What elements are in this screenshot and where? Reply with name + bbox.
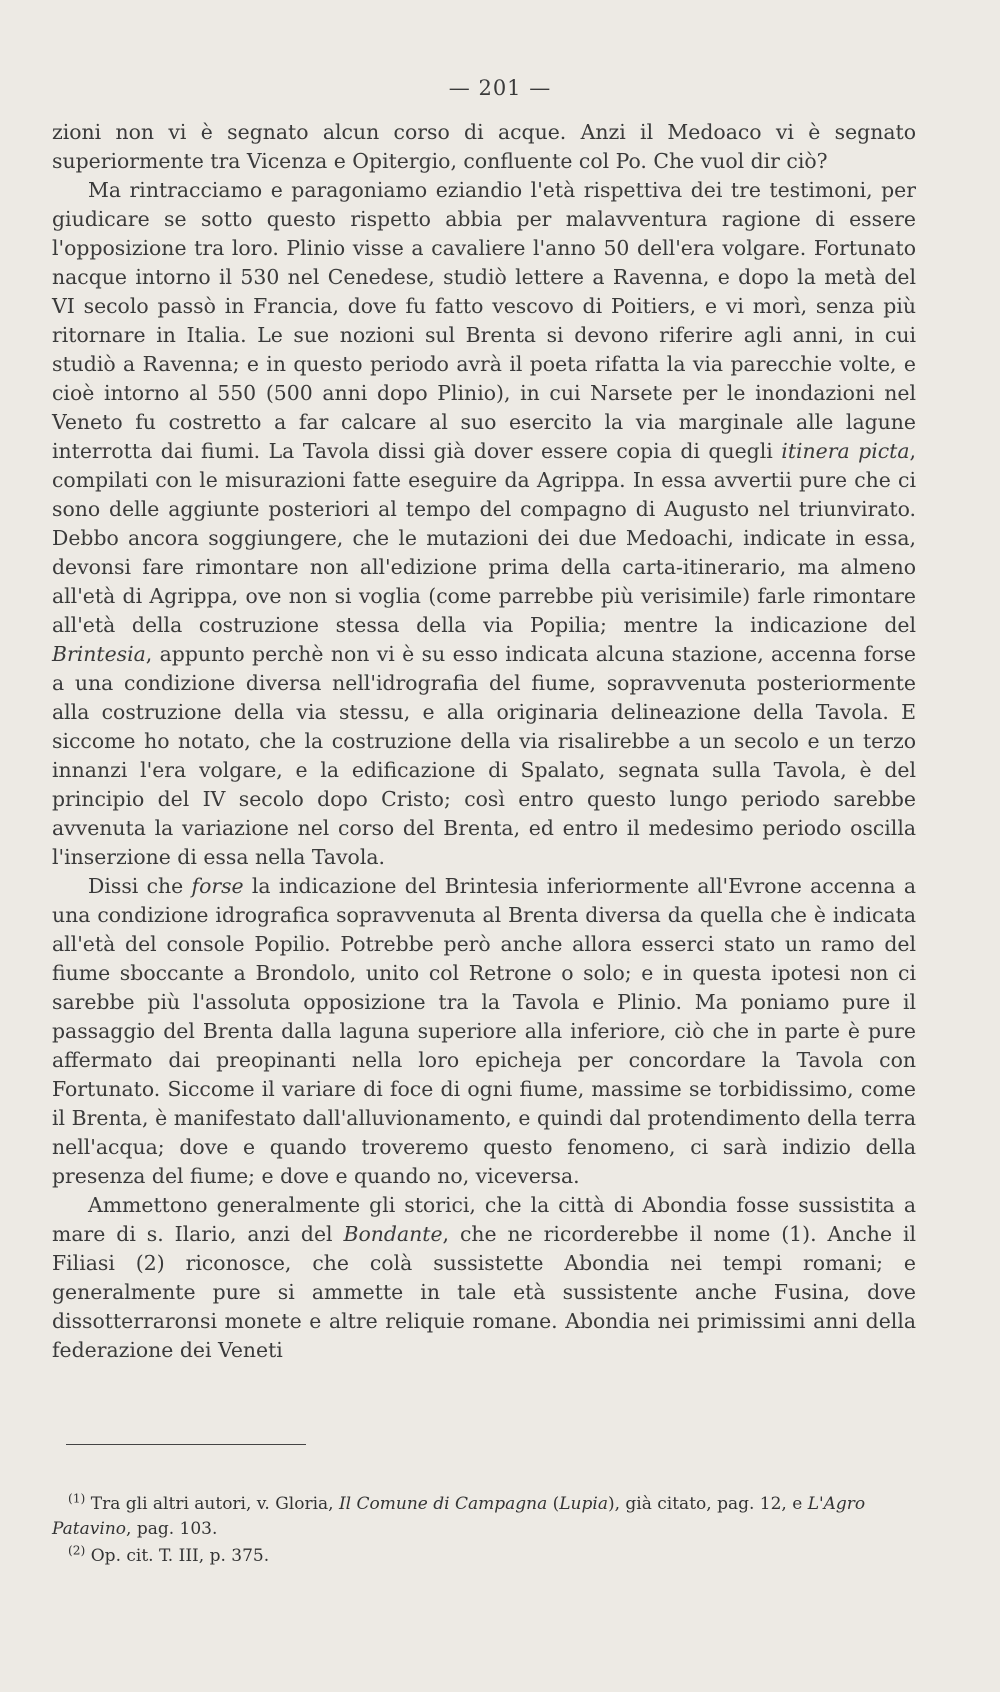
footnote-1-italic-comune: Il Comune di Campagna: [338, 1494, 548, 1514]
paragraph-1-segment-1: zioni non vi è segnato alcun corso di acque. Anzi il Medoaco vi è segnato superiormente tra Vicenza e Opitergio, confluente col Po. Che vuol dir ciò?: [52, 120, 916, 173]
footnote-1-segment-1: Tra gli altri autori, v. Gloria,: [85, 1494, 339, 1514]
paragraph-2-segment-1: Ma rintracciamo e paragoniamo eziandio l'età rispettiva dei tre testimoni, per giudicare se sotto questo rispetto abbia per malavventura ragione di essere l'opposizione tra loro. Plinio visse a cavaliere l'anno 50 dell'era volgare. Fortunato nacque intorno il 530 nel Cenedese, studiò lettere a Ravenna, e dopo la metà del VI secolo passò in Francia, dove fu fatto vescovo di Poitiers, e vi morì, senza più ritornare in Italia. Le sue nozioni sul Brenta si devono riferire agli anni, in cui studiò a Ravenna; e in questo periodo avrà il poeta rifatta la via parecchie volte, e cioè intorno al 550 (500 anni dopo Plinio), in cui Narsete per le inondazioni nel Veneto fu costretto a far calcare al suo esercito la via marginale alle lagune interrotta dai fiumi. La Tavola dissi già dover essere copia di quegli: [52, 178, 916, 463]
footnote-1-mark: (1): [68, 1491, 86, 1506]
paragraph-2-segment-5: , appunto perchè non vi è su esso indicata alcuna stazione, accenna forse a una condizione diversa nell'idrografia del fiume, sopravvenuta posteriormente alla costruzione della via stessu, e alla originaria delineazione della Tavola. E siccome ho notato, che la costruzione della via risalirebbe a un secolo e un terzo innanzi l'era volgare, e la edificazione di Spalato, segnata sulla Tavola, è del principio del IV secolo dopo Cristo; così entro questo lungo periodo sarebbe avvenuta la variazione nel corso del Brenta, ed entro il medesimo periodo oscilla l'inserzione di essa nella Tavola.: [52, 642, 916, 869]
paragraph-4: [52, 1191, 916, 1365]
footnote-1: [52, 1492, 916, 1542]
italic-forse: forse: [191, 874, 244, 898]
italic-brintesia: Brintesia: [52, 642, 146, 666]
footnote-1-italic-agro: L'Agro Patavino: [52, 1494, 866, 1539]
paragraph-3-segment-3: la indicazione del Brintesia inferiormente all'Evrone accenna a una condizione idrografica sopravvenuta al Brenta diversa da quella che è indicata all'età del console Popilio. Potrebbe però anche allora esserci stato un ramo del fiume sboccante a Brondolo, unito col Retrone o solo; e in questa ipotesi non ci sarebbe più l'assoluta opposizione tra la Tavola e Plinio. Ma poniamo pure il passaggio del Brenta dalla laguna superiore alla inferiore, ciò che in parte è pure affermato dai preopinanti nella loro epicheja per concordare la Tavola con Fortunato. Siccome il variare di foce di ogni fiume, massime se torbidissimo, come il Brenta, è manifestato dall'alluvionamento, e quindi dal protendimento della terra nell'acqua; dove e quando troveremo questo fenomeno, ci sarà indizio della presenza del fiume; e dove e quando no, viceversa.: [52, 874, 916, 1188]
main-text: [52, 118, 916, 1365]
page-number: — 201 —: [448, 76, 552, 100]
paragraph-2-segment-3: , compilati con le misurazioni fatte eseguire da Agrippa. In essa avvertii pure che ci sono delle aggiunte posteriori al tempo del compagno di Augusto nel triunvirato. Debbo ancora soggiungere, che le mutazioni dei due Medoachi, indicate in essa, devonsi fare rimontare non all'edizione prima della carta-itinerario, ma almeno all'età di Agrippa, ove non si voglia (come parrebbe più verisimile) farle rimontare all'età della costruzione stessa della via Popilia; mentre la indicazione del: [52, 439, 916, 637]
footnote-2-segment-1: Op. cit. T. III, p. 375.: [85, 1546, 270, 1566]
footnote-2-mark: (2): [68, 1543, 86, 1558]
footnote-1-segment-3: (: [547, 1494, 560, 1514]
footnote-2: [52, 1544, 916, 1569]
footnote-1-segment-5: ), già citato, pag. 12, e: [607, 1494, 808, 1514]
paragraph-3: [52, 872, 916, 1191]
footnotes: [52, 1492, 916, 1569]
footnote-1-segment-7: , pag. 103.: [126, 1519, 218, 1539]
paragraph-2: [52, 176, 916, 872]
footnote-divider: [66, 1444, 306, 1445]
paragraph-3-segment-1: Dissi che: [88, 874, 192, 898]
italic-bondante: Bondante: [343, 1222, 443, 1246]
paragraph-1: [52, 118, 916, 176]
footnote-1-italic-lupia: Lupia: [559, 1494, 608, 1514]
paragraph-4-segment-3: , che ne ricorderebbe il nome (1). Anche il Filiasi (2) riconosce, che colà sussistette Abondia nei tempi romani; e generalmente pure si ammette in tale età sussistente anche Fusina, dove dissotterraronsi monete e altre reliquie romane. Abondia nei primissimi anni della federazione dei Veneti: [52, 1222, 917, 1362]
italic-itinera-picta: itinera picta: [781, 439, 910, 463]
paragraph-4-segment-1: Ammettono generalmente gli storici, che la città di Abondia fosse sussistita a mare di s. Ilario, anzi del: [52, 1193, 916, 1246]
